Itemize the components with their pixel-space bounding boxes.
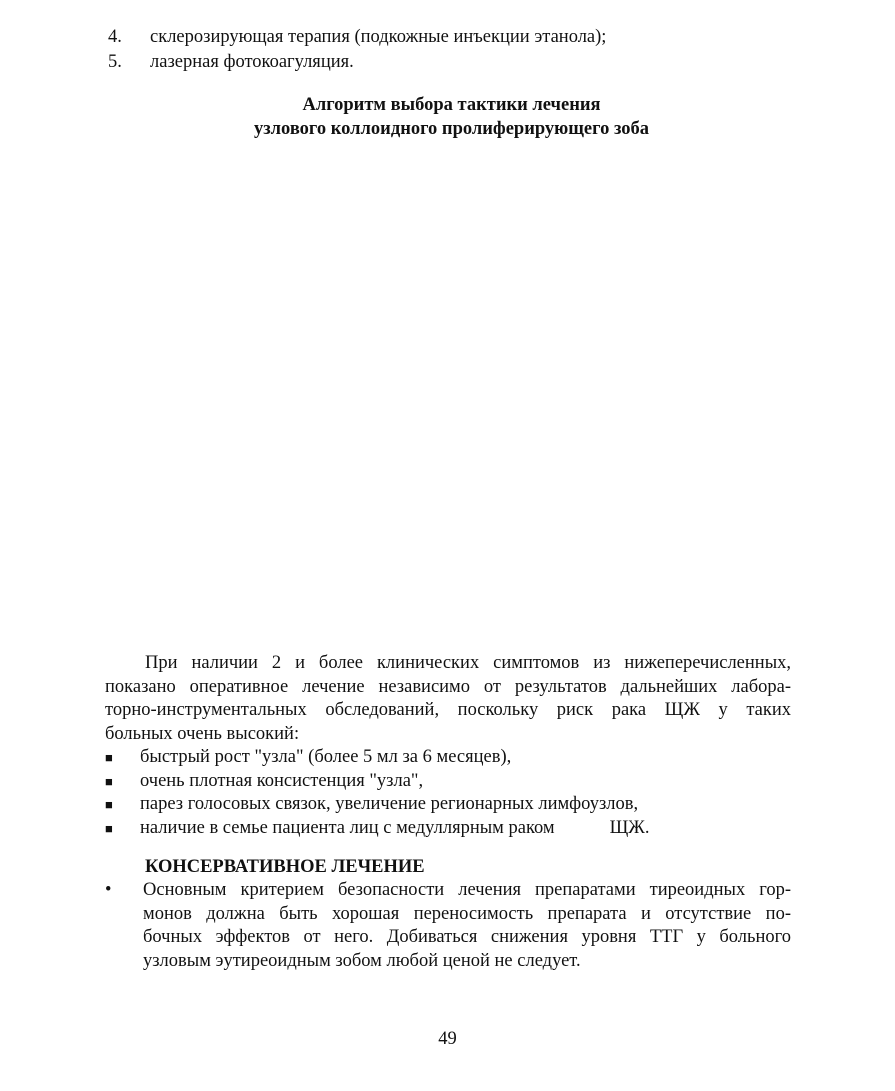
bullet-item [105, 817, 805, 841]
section-heading: КОНСЕРВАТИВНОЕ ЛЕЧЕНИЕ [145, 857, 425, 877]
bullet-text: наличие в семье пациента лиц с медуллярным раком [140, 817, 555, 838]
dot-item-text [143, 879, 791, 973]
list-item-number: 4. [108, 27, 122, 47]
blank-figure-area [100, 150, 800, 640]
dot-item-line: бочных эффектов от него. Добиваться снижения уровня ТТГ у больного [143, 927, 791, 947]
list-item [108, 26, 808, 51]
bullet-text: очень плотная консистенция "узла", [140, 770, 424, 791]
paragraph-line [105, 652, 791, 676]
square-bullet-icon: ■ [105, 773, 113, 789]
algorithm-title-line-2: узлового коллоидного пролиферирующего зоба [253, 119, 650, 139]
bullet-text: быстрый рост "узла" (более 5 мл за 6 месяцев), [140, 747, 512, 767]
list-item-text: склерозирующая терапия (подкожные инъекции этанола); [150, 27, 607, 47]
algorithm-title-line-1: Алгоритм выбора тактики лечения [302, 95, 601, 115]
bullet-text-end: ЩЖ. [609, 817, 650, 838]
paragraph-line-text: При наличии 2 и более клинических симптомов из нижеперечисленных, [145, 653, 791, 673]
dot-item-line: Основным критерием безопасности лечения препаратами тиреоидных гор- [143, 880, 791, 900]
bullet-item [105, 746, 805, 770]
bullet-dot-icon: • [105, 880, 112, 900]
bullet-item [105, 793, 805, 817]
square-bullet-icon: ■ [105, 750, 113, 765]
list-item-number: 5. [108, 52, 122, 72]
square-bullet-icon: ■ [105, 797, 113, 812]
bullet-list [105, 746, 805, 840]
paragraph-line: торно-инструментальных обследований, поскольку риск рака ЩЖ у таких [105, 700, 791, 720]
paragraph-line: показано оперативное лечение независимо от результатов дальнейших лабора- [105, 676, 791, 697]
dot-item-line: узловым эутиреоидным зобом любой ценой не следует. [143, 950, 581, 971]
body-paragraph [105, 652, 791, 746]
algorithm-title [0, 93, 895, 141]
numbered-list [108, 26, 808, 76]
paragraph-line: больных очень высокий: [105, 723, 300, 744]
bullet-item [105, 770, 805, 794]
list-item [108, 51, 808, 76]
page-number: 49 [438, 1029, 457, 1049]
square-bullet-icon: ■ [105, 820, 113, 836]
bullet-text: парез голосовых связок, увеличение регионарных лимфоузлов, [140, 794, 639, 814]
dot-list [105, 879, 791, 973]
list-item-text: лазерная фотокоагуляция. [150, 52, 354, 72]
dot-item-line: монов должна быть хорошая переносимость препарата и отсутствие по- [143, 903, 791, 924]
dot-list-item [105, 879, 791, 973]
